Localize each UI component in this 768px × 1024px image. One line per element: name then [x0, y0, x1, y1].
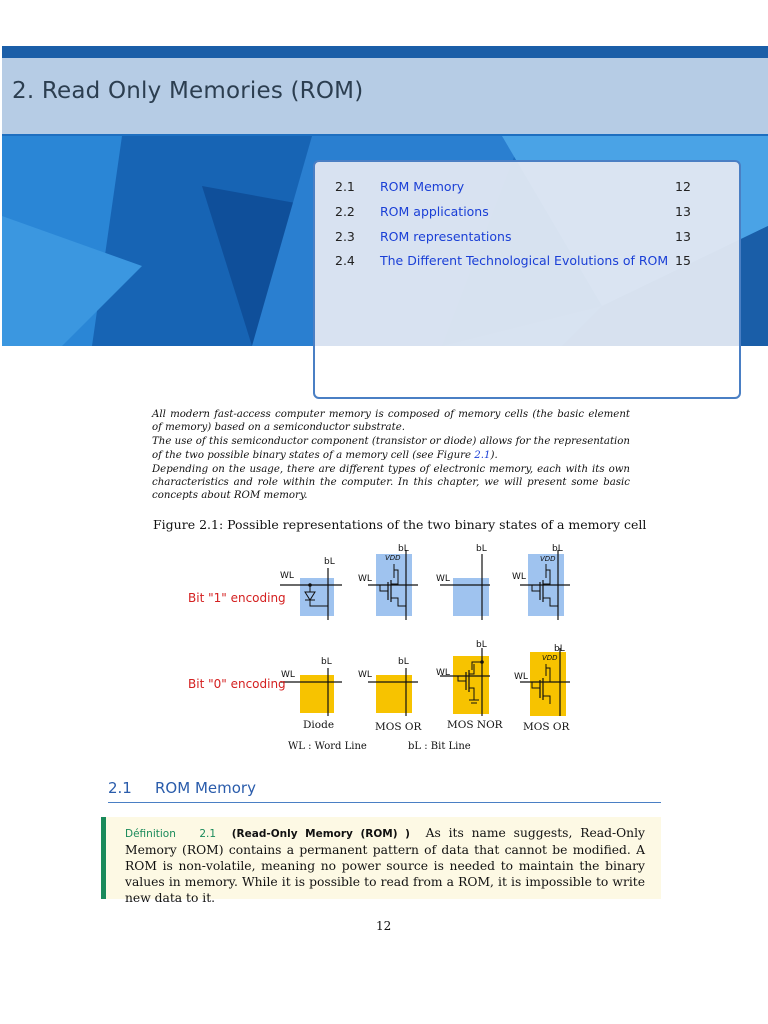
toc-item-number: 2.4	[335, 253, 355, 268]
wl-label: WL	[280, 571, 294, 581]
definition-label: Définition	[125, 828, 176, 840]
definition-box	[101, 817, 661, 905]
chapter-title: 2. Read Only Memories (ROM)	[12, 78, 364, 104]
toc-item[interactable]	[315, 229, 739, 249]
definition-accent-bar	[101, 817, 106, 899]
toc-item[interactable]	[315, 253, 739, 273]
bl-label: bL	[321, 657, 332, 667]
vdd-label: VDD	[542, 654, 558, 662]
toc-item[interactable]	[315, 204, 739, 224]
toc-item-page: 13	[675, 229, 691, 244]
bl-label: bL	[398, 657, 409, 667]
cell-diode-bit0	[300, 675, 334, 713]
toc-item-link[interactable]: The Different Technological Evolutions of ROM	[380, 253, 669, 268]
bit0-encoding-label: Bit "0" encoding	[188, 677, 286, 691]
toc-item-number: 2.2	[335, 204, 355, 219]
toc-item-link[interactable]: ROM Memory	[380, 179, 465, 194]
bl-label: bL	[554, 644, 565, 654]
bl-label: bL	[476, 544, 487, 554]
intro-text: ).	[490, 449, 498, 461]
toc-item-page: 13	[675, 204, 691, 219]
page-number: 12	[376, 919, 392, 933]
definition-text	[125, 825, 645, 906]
toc-item-page: 12	[675, 179, 691, 194]
wl-label: WL	[512, 572, 526, 582]
cell-mos-nor-bit0	[453, 656, 489, 714]
wl-label: WL	[358, 670, 372, 680]
section-heading	[108, 779, 661, 803]
definition-number: 2.1	[199, 828, 217, 840]
wl-label: WL	[358, 574, 372, 584]
bl-label: bL	[398, 544, 409, 554]
bit1-encoding-label: Bit "1" encoding	[188, 591, 286, 605]
column-label-mos-or: MOS OR	[375, 721, 422, 733]
legend-word-line: WL : Word Line	[288, 741, 367, 752]
definition-body: As its name suggests, Read-Only Memory (ROM) contains a permanent pattern of data that cannot be modified. A ROM is non-volatile, meaning no power source is needed to maintain the binary values in memory. While it is possible to read from a ROM, it is impossible to write new data to it.	[125, 826, 645, 905]
toc-item-link[interactable]: ROM applications	[380, 204, 489, 219]
memory-cell-figure	[180, 540, 600, 762]
section-number: 2.1	[108, 779, 132, 797]
toc-item-number: 2.1	[335, 179, 355, 194]
column-label-mos-nor: MOS NOR	[447, 719, 503, 731]
chapter-intro	[152, 408, 630, 503]
wl-label: WL	[514, 672, 528, 682]
section-title: ROM Memory	[155, 779, 256, 797]
intro-paragraph: All modern fast-access computer memory is composed of memory cells (the basic element of memory) based on a semiconductor substrate.	[152, 409, 630, 434]
vdd-label: VDD	[540, 555, 556, 563]
legend-bit-line: bL : Bit Line	[408, 741, 471, 752]
column-label-mos-or-2: MOS OR	[523, 721, 570, 733]
bl-label: bL	[552, 544, 563, 554]
wl-label: WL	[436, 668, 450, 678]
intro-paragraph: Depending on the usage, there are different types of electronic memory, each with its own characteristics and role within the computer. In this chapter, we will present some basic concepts about ROM memory.	[152, 463, 630, 502]
cell-diode-bit1	[300, 578, 334, 616]
cell-mos-nor-bit1	[453, 578, 489, 616]
definition-title: (Read-Only Memory (ROM) )	[231, 828, 410, 840]
toc-item-number: 2.3	[335, 229, 355, 244]
vdd-label: VDD	[385, 554, 401, 562]
toc-item-page: 15	[675, 253, 691, 268]
wl-label: WL	[281, 670, 295, 680]
intro-text: The use of this semiconductor component (transistor or diode) allows for the representation of the two possible binary states of a memory cell (see Figure	[152, 436, 630, 461]
bl-label: bL	[476, 640, 487, 650]
figure-reference-link[interactable]: 2.1	[474, 449, 491, 461]
intro-paragraph	[152, 435, 630, 461]
figure-caption: Figure 2.1: Possible representations of the two binary states of a memory cell	[153, 517, 647, 532]
toc-box-lower	[315, 346, 739, 397]
column-label-diode: Diode	[303, 719, 335, 731]
toc-item-link[interactable]: ROM representations	[380, 229, 512, 244]
toc-item[interactable]	[315, 179, 739, 199]
cell-mos-or-bit0	[376, 675, 412, 713]
wl-label: WL	[436, 574, 450, 584]
bl-label: bL	[324, 557, 335, 567]
